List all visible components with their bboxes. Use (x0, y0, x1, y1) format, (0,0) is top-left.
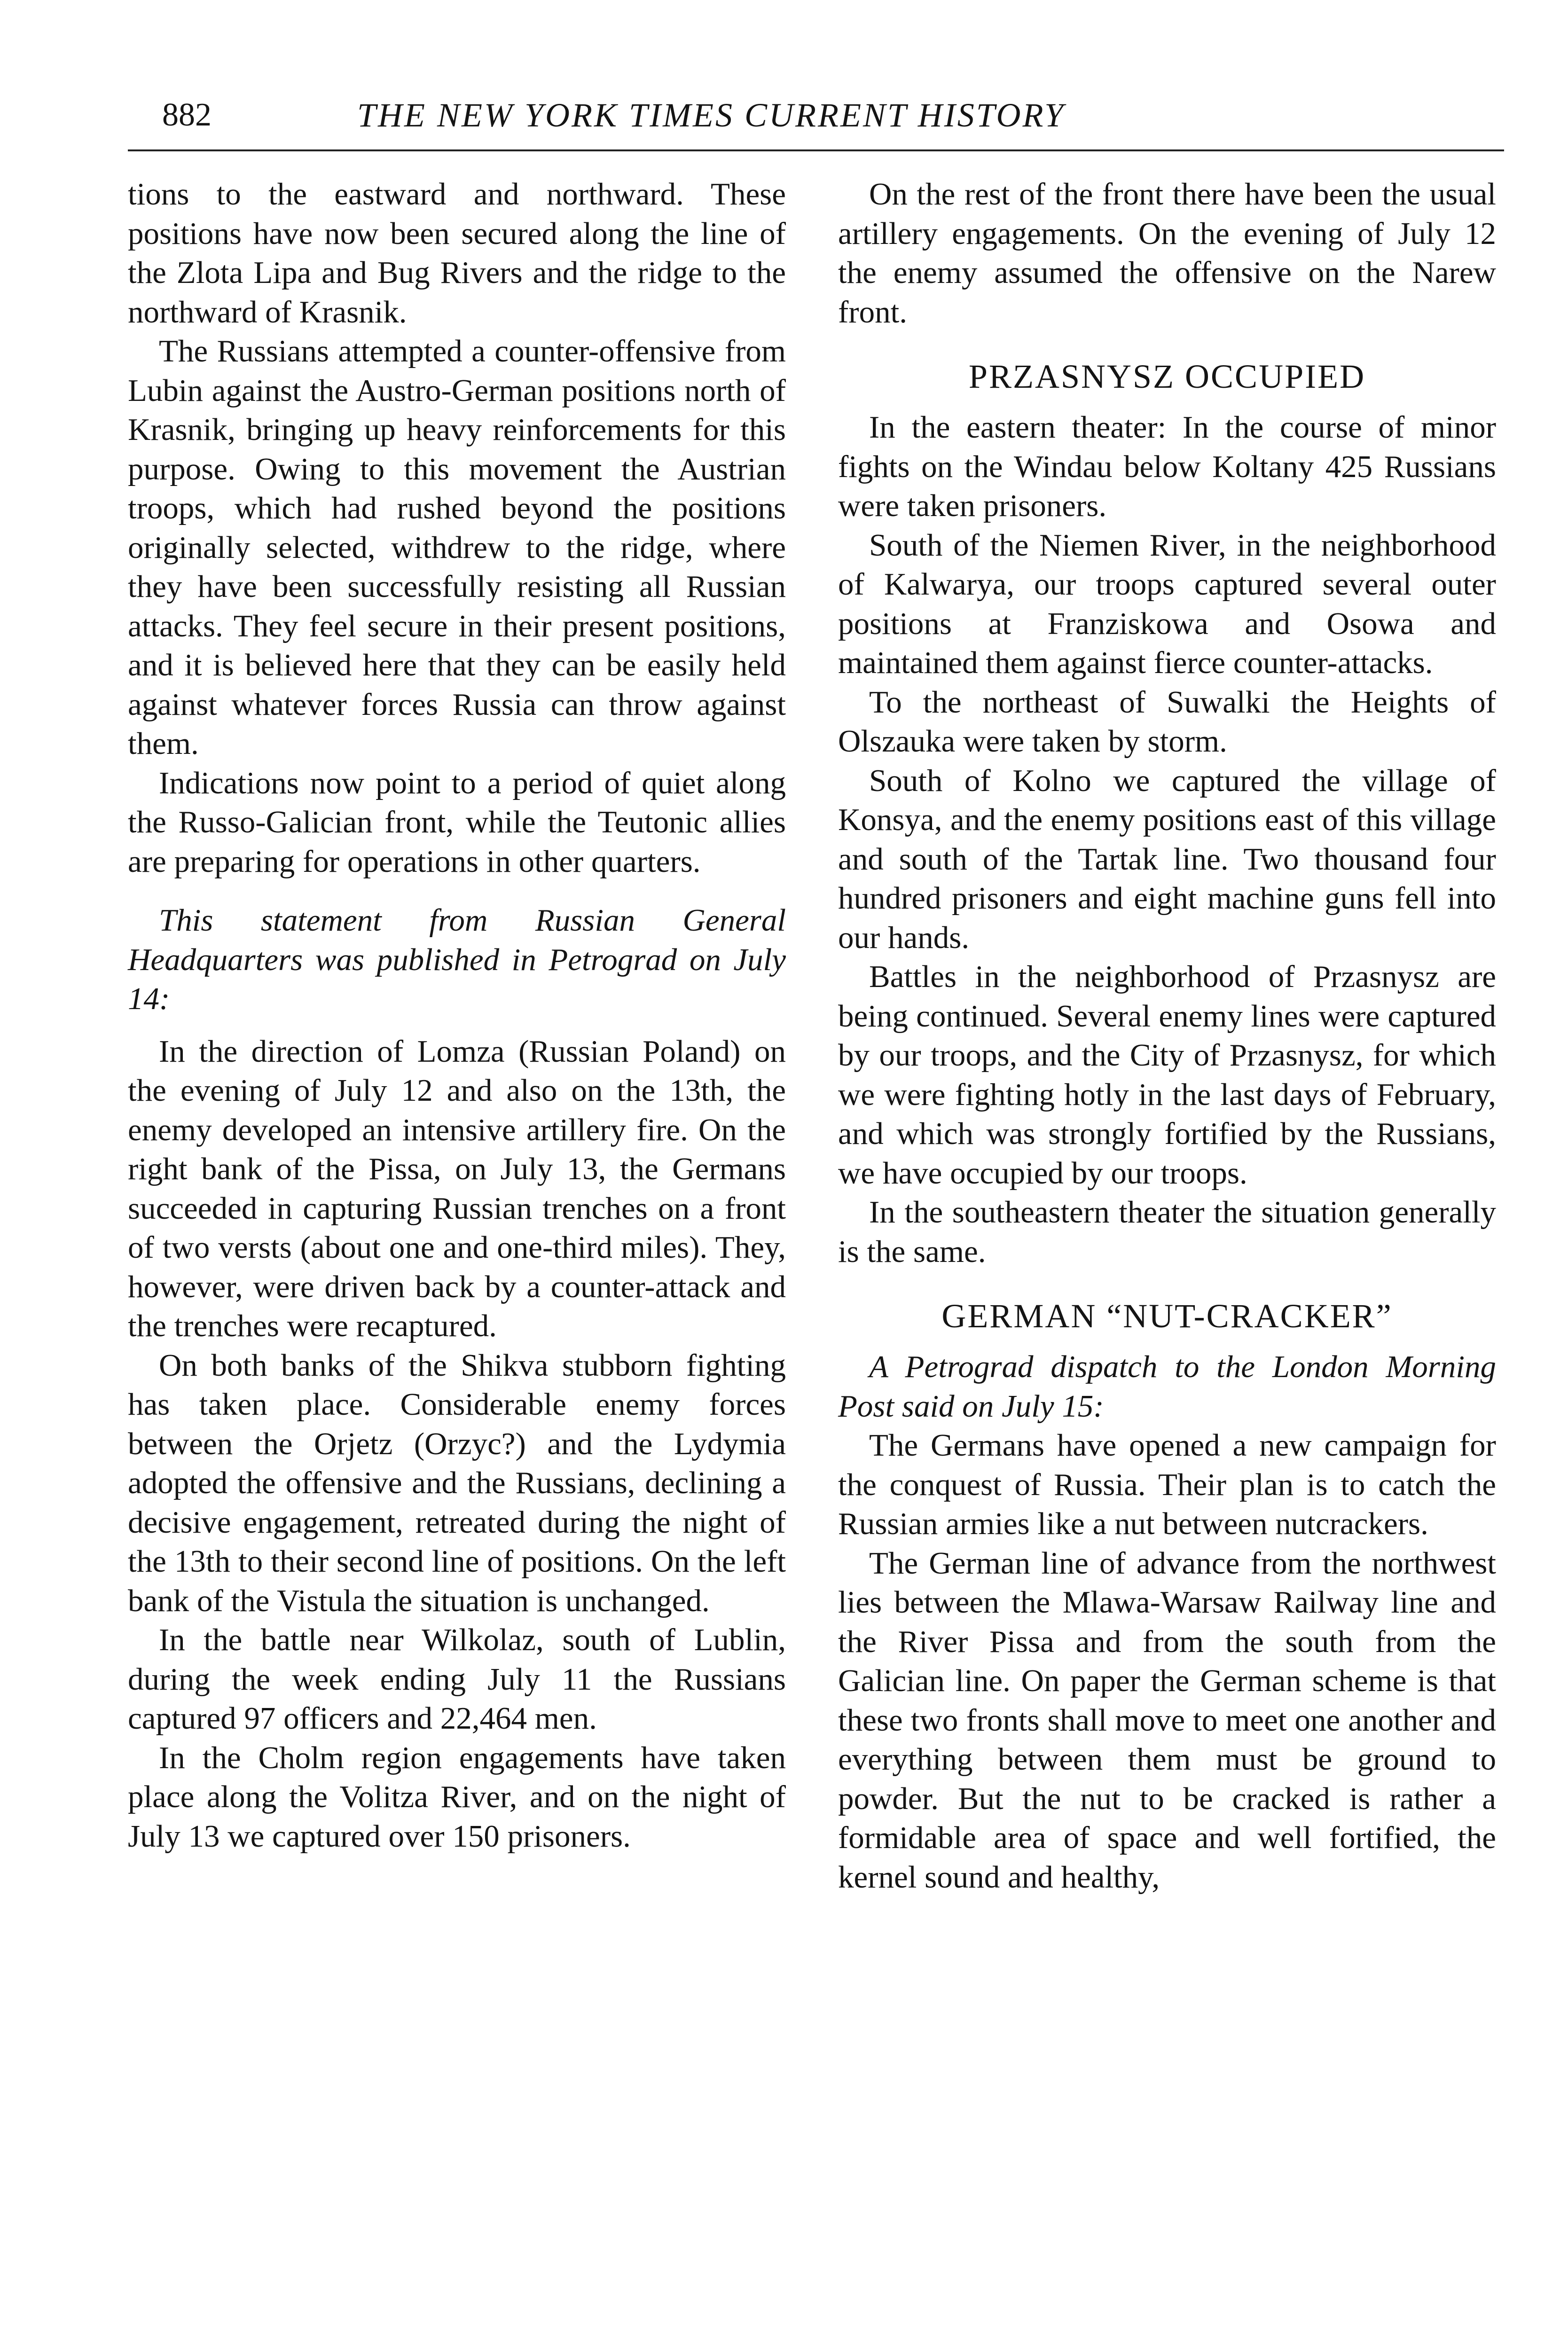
italic-intro: This statement from Russian General Headquarters was published in Petrograd on July 14: (128, 903, 786, 1016)
left-column (128, 175, 786, 1856)
section-heading-nut-cracker: GERMAN “NUT-CRACKER” (941, 1297, 1393, 1335)
paragraph: In the Cholm region engagements have taken place along the Volitza River, and on the night of July 13 we captured over 150 prisoners. (128, 1740, 786, 1854)
paragraph: tions to the eastward and northward. These positions have now been secured along the line of the Zlota Lipa and Bug Rivers and the ridge to the northward of Krasnik. (128, 177, 786, 329)
paragraph: The Russians attempted a counter-offensive from Lubin against the Austro-German positions north of Krasnik, bringing up heavy reinforcements for this purpose. Owing to this movement the Austrian troops, which had rushed beyond the positions originally selected, withdrew to the ridge, where they have been successfully resisting all Russian attacks. They feel secure in their present positions, and it is believed here that they can be easily held against whatever forces Russia can throw against them. (128, 334, 786, 761)
paragraph: On both banks of the Shikva stubborn fighting has taken place. Considerable enemy forces between the Orjetz (Orzyc?) and the Lydymia adopted the offensive and the Russians, declining a decisive engagement, retreated during the night of the 13th to their second line of positions. On the left bank of the Vistula the situation is unchanged. (128, 1347, 786, 1618)
italic-intro: A Petrograd dispatch to the London Morning Post said on July 15: (838, 1349, 1496, 1424)
paragraph: Battles in the neighborhood of Przasnysz are being continued. Several enemy lines were captured by our troops, and the City of Przasnysz, for which we were fighting hotly in the last days of February, and which was strongly fortified by the Russians, we have occupied by our troops. (838, 959, 1496, 1191)
running-title: THE NEW YORK TIMES CURRENT HISTORY (357, 96, 1066, 134)
header-rule (128, 149, 1504, 151)
paragraph: South of Kolno we captured the village of Konsya, and the enemy positions east of this village and south of the Tartak line. Two thousand four hundred prisoners and eight machine guns fell into our hands. (838, 763, 1496, 955)
paragraph: On the rest of the front there have been the usual artillery engagements. On the evening of July 12 the enemy assumed the offensive on the Narew front. (838, 177, 1496, 329)
page-number: 882 (162, 97, 212, 133)
paragraph: In the battle near Wilkolaz, south of Lublin, during the week ending July 11 the Russians captured 97 officers and 22,464 men. (128, 1622, 786, 1736)
section-heading-przasnysz: PRZASNYSZ OCCUPIED (968, 358, 1366, 395)
paragraph: South of the Niemen River, in the neighborhood of Kalwarya, our troops captured several outer positions at Franziskowa and Osowa and maintained them against fierce counter-attacks. (838, 527, 1496, 680)
paragraph: The German line of advance from the northwest lies between the Mlawa-Warsaw Railway line and the River Pissa and from the south from the Galician line. On paper the German scheme is that these two fronts shall move to meet one another and everything between them must be ground to powder. But the nut to be cracked is rather a formidable area of space and well fortified, the kernel sound and healthy, (838, 1545, 1496, 1895)
right-column (838, 175, 1496, 1897)
paragraph: To the northeast of Suwalki the Heights of Olszauka were taken by storm. (838, 684, 1496, 759)
paragraph: In the eastern theater: In the course of minor fights on the Windau below Koltany 425 Russians were taken prisoners. (838, 410, 1496, 523)
paragraph: The Germans have opened a new campaign for the conquest of Russia. Their plan is to catch the Russian armies like a nut between nutcrackers. (838, 1428, 1496, 1541)
paragraph: In the direction of Lomza (Russian Poland) on the evening of July 12 and also on the 13th, the enemy developed an intensive artillery fire. On the right bank of the Pissa, on July 13, the Germans succeeded in capturing Russian trenches on a front of two versts (about one and one-third miles). They, however, were driven back by a counter-attack and the trenches were recaptured. (128, 1034, 786, 1343)
paragraph: Indications now point to a period of quiet along the Russo-Galician front, while the Teutonic allies are preparing for operations in other quarters. (128, 765, 786, 879)
paragraph: In the southeastern theater the situation generally is the same. (838, 1195, 1496, 1269)
